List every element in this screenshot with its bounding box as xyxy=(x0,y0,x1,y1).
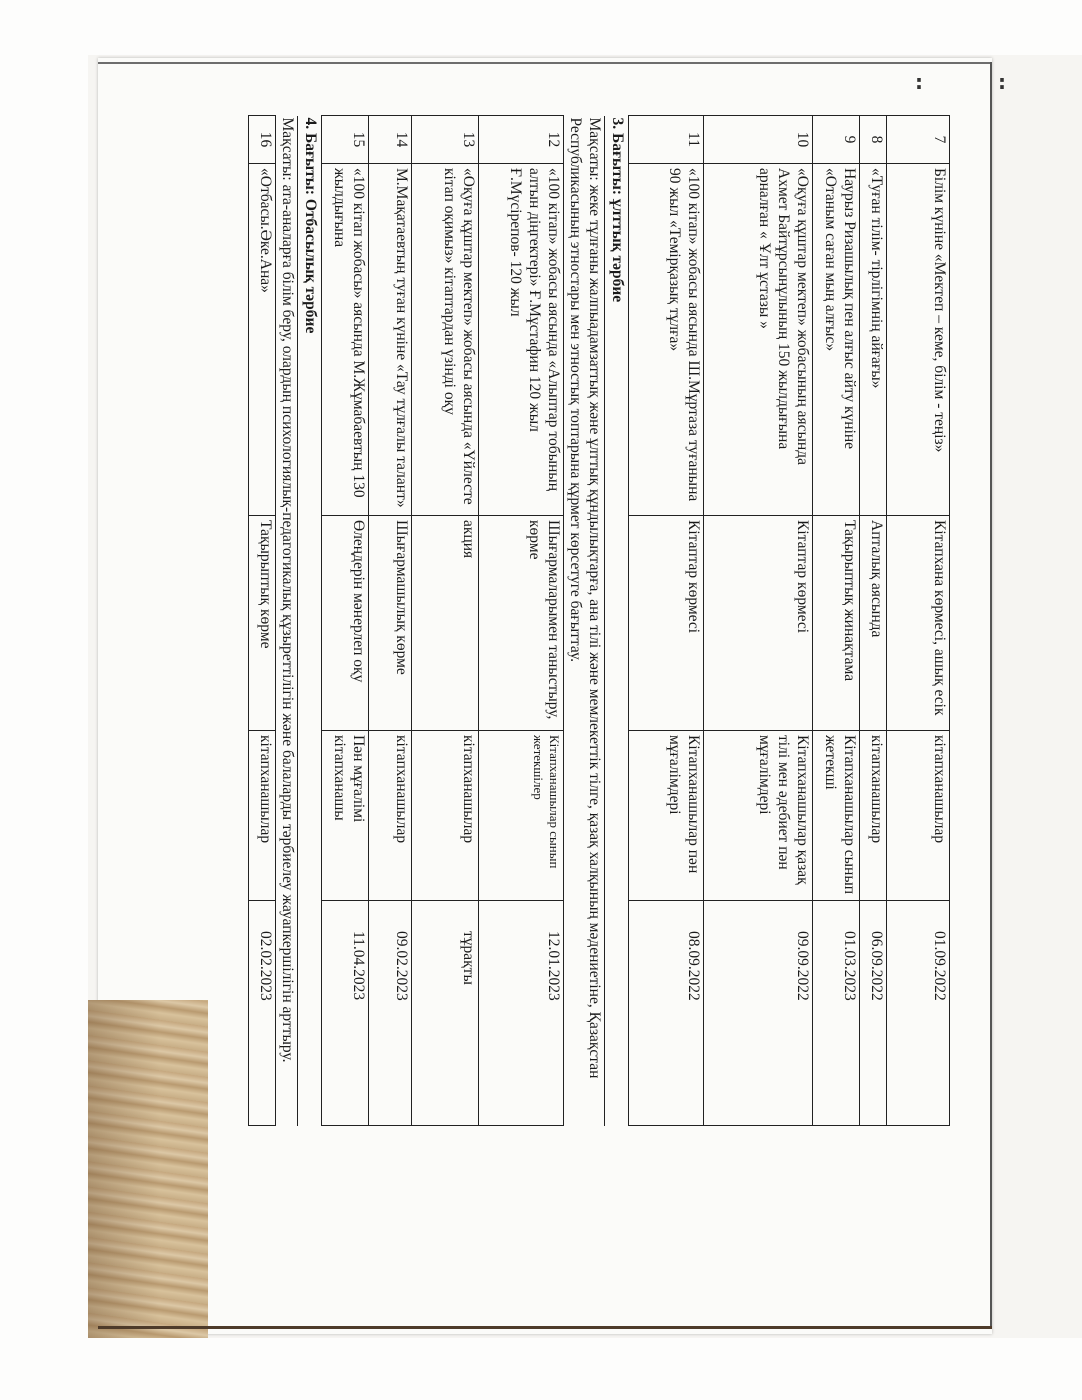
responsible: Кітапханашылар пән мұғалімдері xyxy=(629,731,704,901)
table-row xyxy=(887,116,950,1126)
event-name: «Отбасы.Әке.Ана» xyxy=(249,164,276,516)
event-date: 09.09.2022 xyxy=(704,901,813,1126)
event-form: Апталық аясында xyxy=(860,516,887,731)
event-form: Тақырыптық көрме xyxy=(249,516,276,731)
row-number: 15 xyxy=(322,116,369,164)
event-name: Білім күніне «Мектеп – кеме, білім - теңіз» xyxy=(887,164,950,516)
responsible: кітапханашылар xyxy=(412,731,479,901)
section-row xyxy=(298,116,322,1126)
row-number: 7 xyxy=(887,116,950,164)
table-row xyxy=(629,116,704,1126)
responsible: Кітапханашылар сынып жетекшілер xyxy=(479,731,564,901)
row-number: 9 xyxy=(813,116,860,164)
event-form: Кітаптар көрмесі xyxy=(629,516,704,731)
table-row xyxy=(860,116,887,1126)
background-bottom xyxy=(0,1338,1082,1400)
table-row xyxy=(813,116,860,1126)
event-date: 01.03.2023 xyxy=(813,901,860,1126)
rotated-document xyxy=(150,115,950,1125)
table-row xyxy=(479,116,564,1126)
event-name: М.Мақатаевтың туған күніне «Тау тұлғалы талант» xyxy=(369,164,412,516)
row-number: 14 xyxy=(369,116,412,164)
event-form: Кітаптар көрмесі xyxy=(704,516,813,731)
background-left xyxy=(0,0,88,1400)
event-form: Кітапхана көрмесі, ашық есік xyxy=(887,516,950,731)
event-form: Өлеңдерін мәнерлеп оқу xyxy=(322,516,369,731)
responsible: кітапханашылар xyxy=(887,731,950,901)
plan-table xyxy=(248,115,950,1126)
responsible: кітапханашылар xyxy=(249,731,276,901)
row-number: 12 xyxy=(479,116,564,164)
event-date: 09.02.2023 xyxy=(369,901,412,1126)
section-goal-row xyxy=(276,116,298,1126)
event-name: «Туған тілім- тірлігімнің айғағы» xyxy=(860,164,887,516)
event-name: «Оқуға құштар мектеп» жобасы аясында «Үйлесте кітап оқимыз» кітаптардан үзінді оқу xyxy=(412,164,479,516)
section-title: 3. Бағыты: ұлттық тәрбие xyxy=(605,116,629,1126)
event-date: 11.04.2023 xyxy=(322,901,369,1126)
event-date: 01.09.2022 xyxy=(887,901,950,1126)
table-row xyxy=(412,116,479,1126)
event-form: Тақырыптық жинақтама xyxy=(813,516,860,731)
paper-edge-top xyxy=(98,62,992,64)
section-goal: Мақсаты: жеке тұлғаны жалпыадамзаттық және ұлттық құндылықтарға, ана тілі және мемлекеттік тілге, қазақ халқының мәдениетіне, Қазақстан Республикасының этностары мен этностық топтарына құрмет көрсетуге бағыттау. xyxy=(564,116,605,1126)
section-title: 4. Бағыты: Отбасылық тәрбие xyxy=(298,116,322,1126)
table-row xyxy=(369,116,412,1126)
event-form: акция xyxy=(412,516,479,731)
event-name: «100 кітап» жобасы аясында Ш.Мұртаза туғанына 90 жыл «Темірқазық тұлға» xyxy=(629,164,704,516)
responsible: кітапханашылар xyxy=(860,731,887,901)
row-number: 10 xyxy=(704,116,813,164)
table-row xyxy=(322,116,369,1126)
section-goal-row xyxy=(564,116,605,1126)
event-form: Шығармаларымен таныстыру, көрме xyxy=(479,516,564,731)
event-date: тұрақты xyxy=(412,901,479,1126)
row-number: 11 xyxy=(629,116,704,164)
paper-edge-bottom xyxy=(98,1326,992,1329)
background-top xyxy=(0,0,1082,55)
event-date: 08.09.2022 xyxy=(629,901,704,1126)
paper-edge-right xyxy=(990,62,992,1326)
table-row xyxy=(704,116,813,1126)
table-row xyxy=(249,116,276,1126)
header-marks: : : xyxy=(915,70,1040,94)
responsible: Кітапханашылар қазақ тілі мен әдебиет пән мұғалімдері xyxy=(704,731,813,901)
event-date: 02.02.2023 xyxy=(249,901,276,1126)
section-goal: Мақсаты: ата-аналарға білім беру, олардың психологиялық-педагогикалық құзыреттілігін және балаларды тәрбиелеу жауапкершілігін арттыру. xyxy=(276,116,298,1126)
event-date: 12.01.2023 xyxy=(479,901,564,1126)
section-row xyxy=(605,116,629,1126)
responsible: Пән мұғалімі кітапханашы xyxy=(322,731,369,901)
event-name: «100 кітап» жобасы аясында «Алыптар тобының алтын діңгектері» Ғ.Мұстафин 120 жыл Ғ.Мүсірепов- 120 жыл xyxy=(479,164,564,516)
event-name: Наурыз Ризашылық пен алғыс айту күніне «Отаным саған мың алғыс» xyxy=(813,164,860,516)
row-number: 13 xyxy=(412,116,479,164)
responsible: Кітапханашылар сынып жетекші xyxy=(813,731,860,901)
event-name: «100 кітап жобасы» аясында М.Жұмабаевтың 130 жылдығына xyxy=(322,164,369,516)
responsible: кітапханашылар xyxy=(369,731,412,901)
event-name: «Оқуға құштар мектеп» жобасының аясында Ахмет Байтұрсынұлының 150 жылдығына арналған « Ұлт ұстазы » xyxy=(704,164,813,516)
row-number: 16 xyxy=(249,116,276,164)
event-form: Шығармашылық көрме xyxy=(369,516,412,731)
row-number: 8 xyxy=(860,116,887,164)
event-date: 06.09.2022 xyxy=(860,901,887,1126)
